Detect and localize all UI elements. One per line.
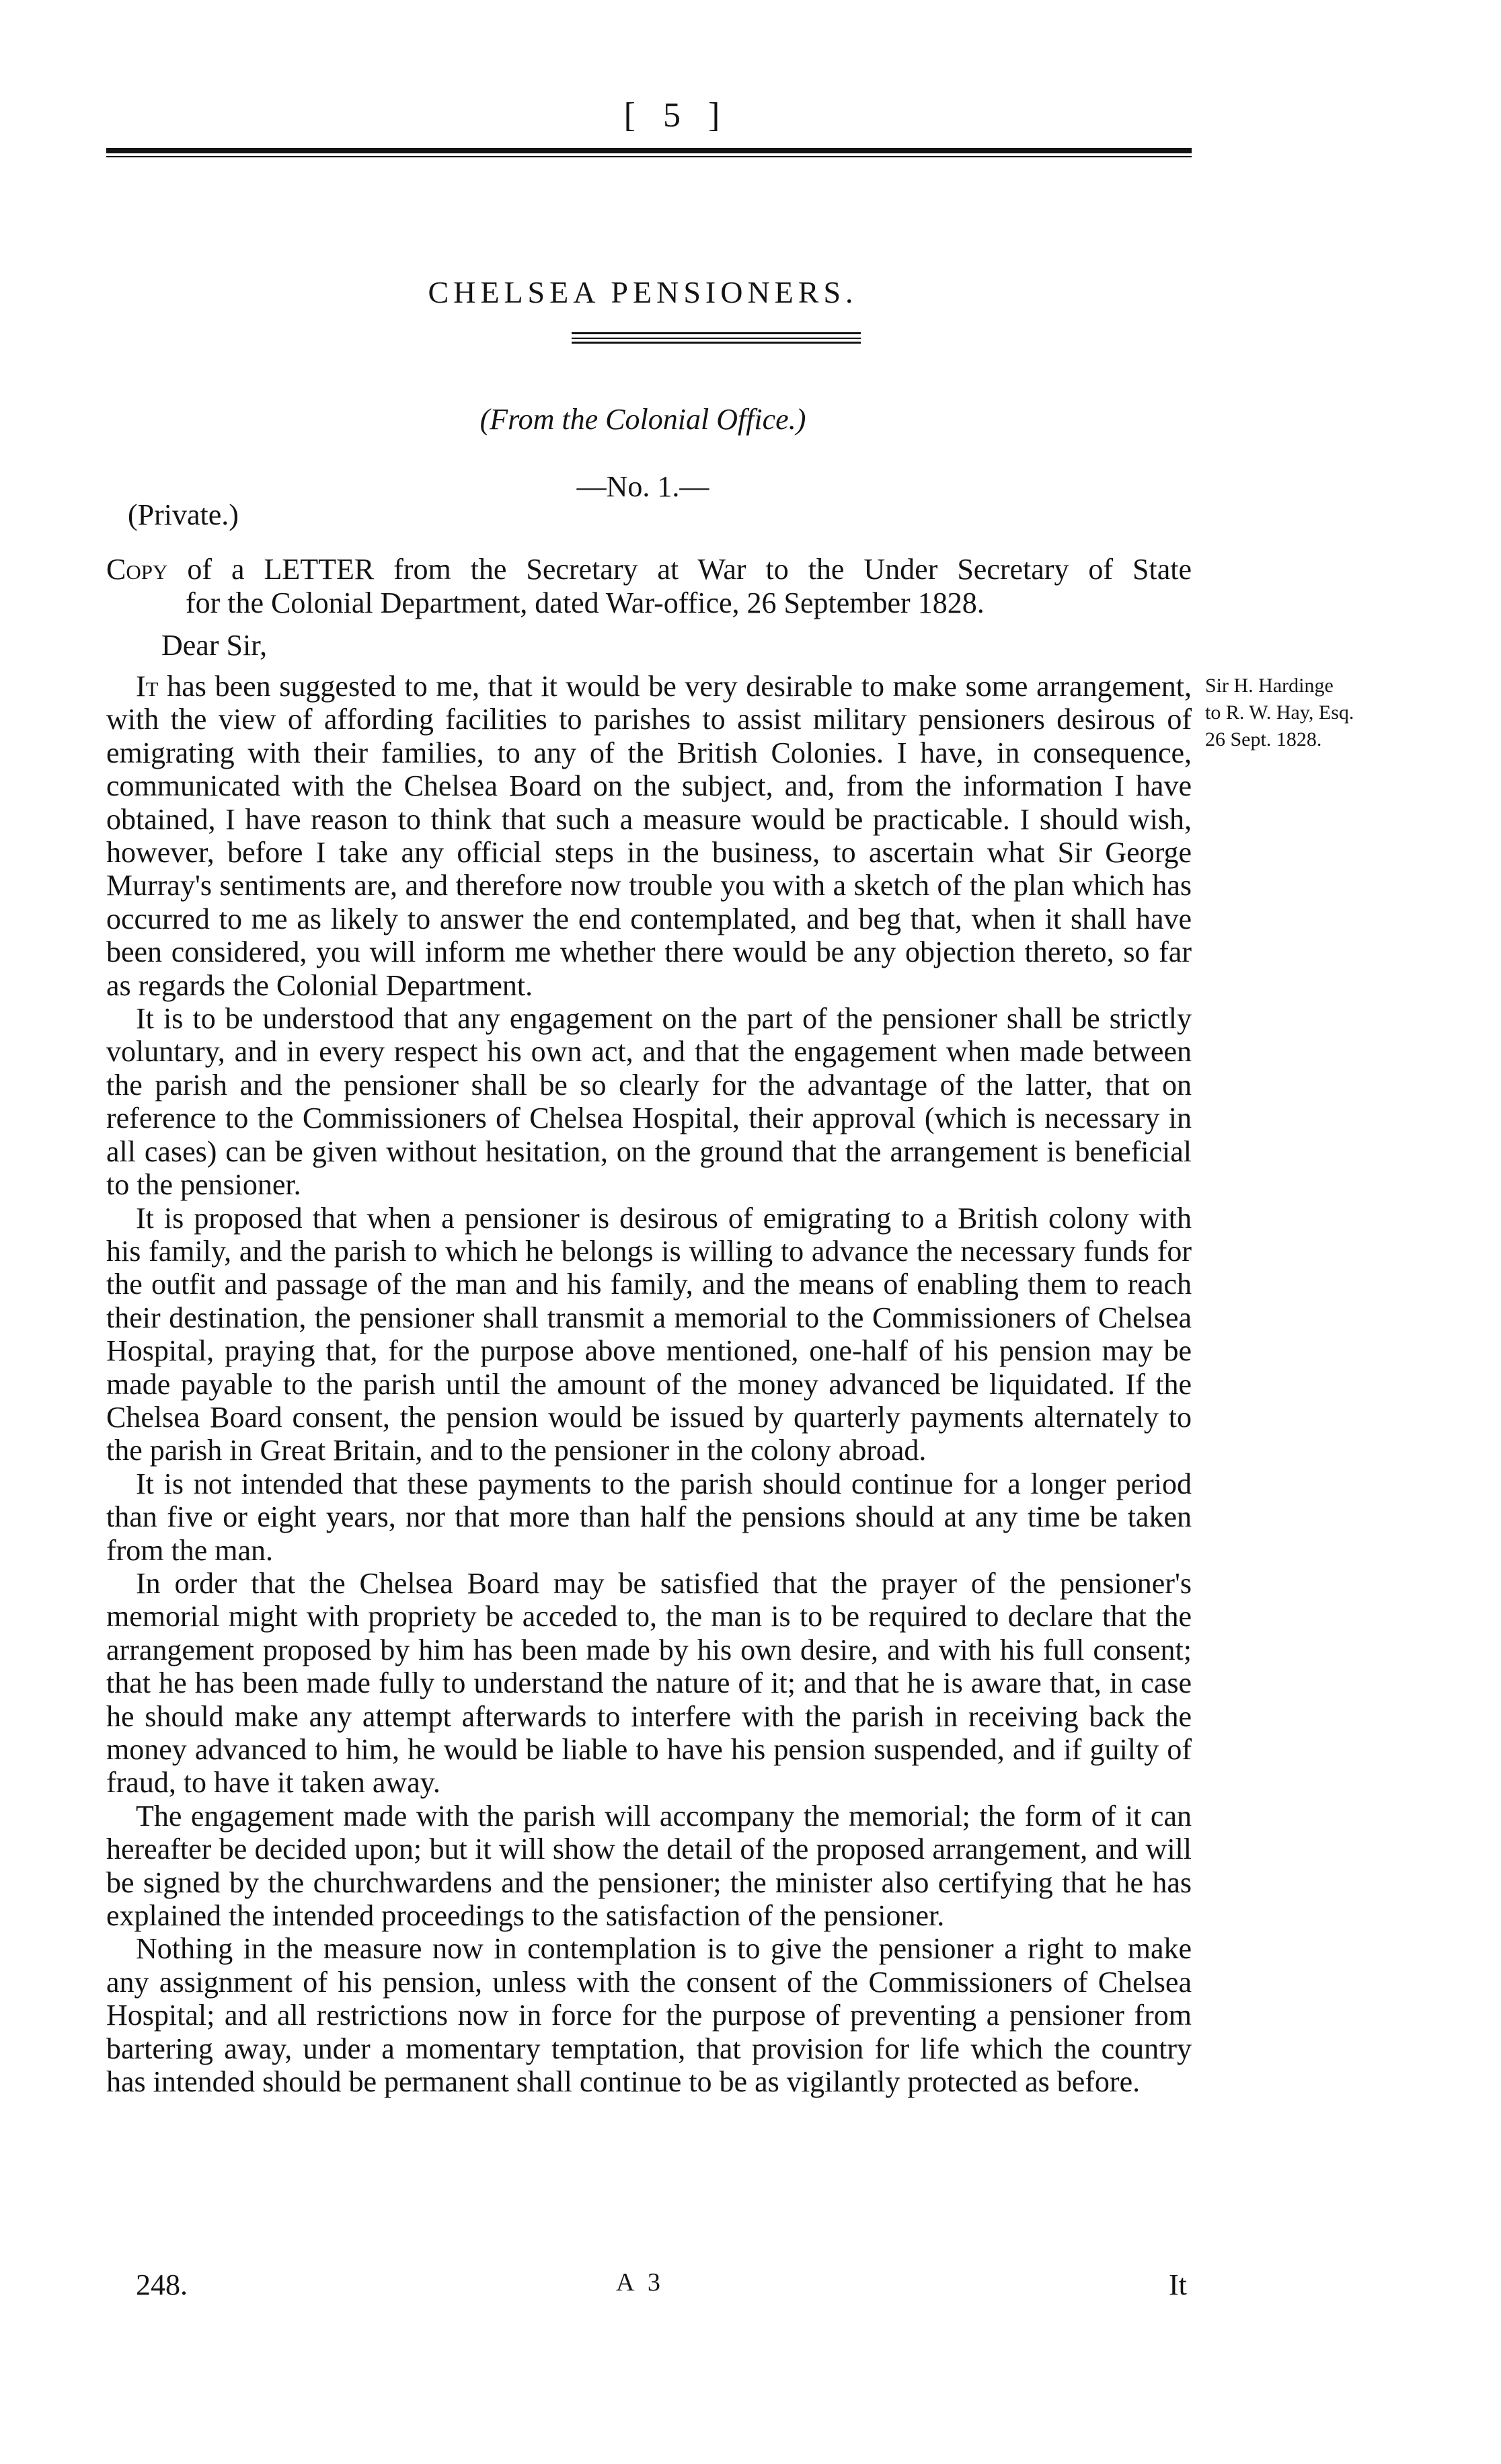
margin-note bbox=[1205, 672, 1420, 753]
body-paragraph: The engagement made with the parish will accompany the memorial; the form of it can hereafter be decided upon; but it will show the detail of the proposed arrangement, and will be signed by the churchwardens and the pensioner; the minister also certifying that he has explained the intended proceedings to the satisfaction of the pensioner. bbox=[106, 1799, 1192, 1933]
top-rule bbox=[106, 148, 1192, 153]
letter-body bbox=[106, 670, 1192, 2098]
heading-line-1-text: of a LETTER from the Secretary at War to the Under Secretary of State bbox=[187, 553, 1192, 586]
footer-catchword: It bbox=[1169, 2268, 1187, 2301]
title-rule bbox=[572, 332, 861, 334]
heading-copy-word: Copy bbox=[106, 553, 168, 586]
heading-line-2: for the Colonial Department, dated War-office, 26 September 1828. bbox=[186, 586, 985, 619]
footer-signature-mark: A 3 bbox=[616, 2268, 664, 2297]
footer-sheet-number: 248. bbox=[136, 2268, 188, 2301]
margin-note-line: 26 Sept. 1828. bbox=[1205, 728, 1322, 750]
body-paragraph: Nothing in the measure now in contemplation is to give the pensioner a right to make any assignment of his pension, unless with the consent of the Commissioners of Chelsea Hospital; and all restrictions now in force for the purpose of preventing a pensioner from bartering away, under a momentary temptation, that provision for life which the country has intended should be permanent shall continue to be as vigilantly protected as before. bbox=[106, 1932, 1192, 2099]
title-rule bbox=[572, 338, 861, 339]
paragraph-lead: It bbox=[136, 670, 159, 703]
paragraph-text: has been suggested to me, that it would be very desirable to make some arrangement, with the view of affording facilities to parishes to assist military pensioners desirous of emigrating with their families, to any of the British Colonies. I have, in consequence, communicated with the Chelsea Board on the subject, and, from the information I have obtained, I have reason to think that such a measure would be practicable. I should wish, however, before I take any official steps in the business, to ascertain what Sir George Murray's sentiments are, and therefore now trouble you with a sketch of the plan which has occurred to me as likely to answer the end contemplated, and beg that, when it shall have been considered, you will inform me whether there would be any objection thereto, so far as regards the Colonial Department. bbox=[106, 670, 1192, 1002]
private-label: (Private.) bbox=[128, 498, 239, 531]
document-number: —No. 1.— bbox=[576, 470, 709, 503]
page-number: [ 5 ] bbox=[623, 96, 730, 134]
source-line: (From the Colonial Office.) bbox=[479, 403, 806, 436]
top-rule-thin bbox=[106, 156, 1192, 157]
body-paragraph: It is not intended that these payments to the parish should continue for a longer period than five or eight years, nor that more than half the pensions should at any time be taken from the man. bbox=[106, 1467, 1192, 1567]
title-rule bbox=[572, 342, 861, 344]
body-paragraph: It is to be understood that any engagement on the part of the pensioner shall be strictly voluntary, and in every respect his own act, and that the engagement when made between the parish and the pensioner shall be so clearly for the advantage of the latter, that on reference to the Commissioners of Chelsea Hospital, their approval (which is necessary in all cases) can be given without hesitation, on the ground that the arrangement is beneficial to the pensioner. bbox=[106, 1002, 1192, 1202]
body-paragraph: In order that the Chelsea Board may be satisfied that the prayer of the pensioner's memorial might with propriety be acceded to, the man is to be required to declare that the arrangement proposed by him has been made by his own desire, and with his full consent; that he has been made fully to understand the nature of it; and that he is aware that, in case he should make any attempt afterwards to interfere with the parish in receiving back the money advanced to him, he would be liable to have his pension suspended, and if guilty of fraud, to have it taken away. bbox=[106, 1566, 1192, 1800]
page-title: CHELSEA PENSIONERS. bbox=[428, 275, 858, 309]
body-paragraph bbox=[106, 670, 1192, 1002]
margin-note-line: to R. W. Hay, Esq. bbox=[1205, 701, 1354, 724]
body-paragraph: It is proposed that when a pensioner is desirous of emigrating to a British colony with his family, and the parish to which he belongs is willing to advance the necessary funds for the outfit and passage of the man and his family, and the means of enabling them to reach their destination, the pensioner shall transmit a memorial to the Commissioners of Chelsea Hospital, praying that, for the purpose above mentioned, one-half of his pension may be made payable to the parish until the amount of the money advanced be liquidated. If the Chelsea Board consent, the pension would be issued by quarterly payments alternately to the parish in Great Britain, and to the pensioner in the colony abroad. bbox=[106, 1201, 1192, 1467]
heading-line-1 bbox=[106, 553, 1192, 586]
salutation: Dear Sir, bbox=[161, 629, 268, 662]
letter-heading bbox=[106, 553, 1192, 620]
margin-note-line: Sir H. Hardinge bbox=[1205, 675, 1334, 697]
